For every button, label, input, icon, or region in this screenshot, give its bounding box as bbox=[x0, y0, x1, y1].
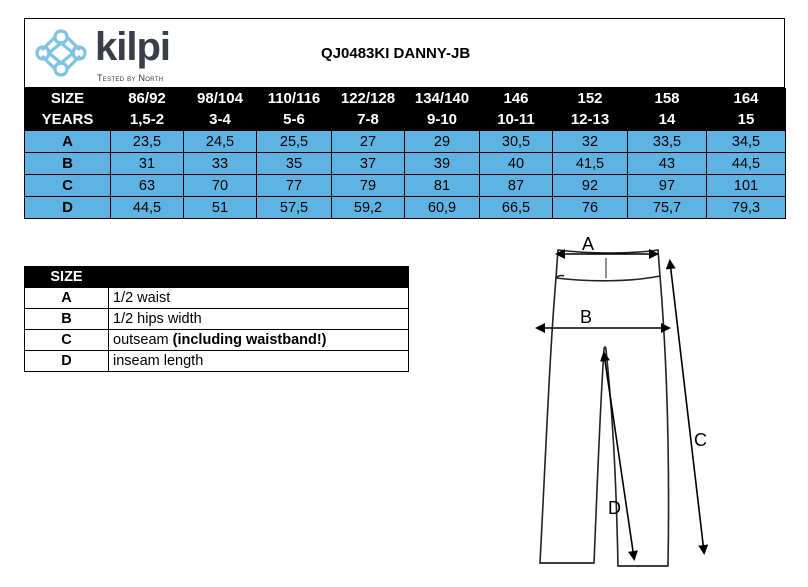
legend-table bbox=[24, 266, 409, 372]
celtic-knot-icon bbox=[29, 23, 93, 83]
measurement-value-cell: 60,9 bbox=[405, 197, 480, 219]
measurement-value-cell: 97 bbox=[628, 175, 707, 197]
measurement-value-cell: 29 bbox=[405, 131, 480, 153]
size-header-cell: 164 bbox=[707, 89, 786, 110]
measurement-value-cell: 43 bbox=[628, 153, 707, 175]
kilpi-logo bbox=[29, 23, 199, 85]
legend-description bbox=[109, 288, 409, 309]
measure-b-label: B bbox=[580, 307, 593, 327]
measurement-label-cell: B bbox=[25, 153, 111, 175]
measurement-row bbox=[25, 175, 786, 197]
measure-d-label: D bbox=[608, 498, 621, 518]
size-table bbox=[24, 88, 786, 219]
measurement-value-cell: 51 bbox=[184, 197, 257, 219]
measurement-value-cell: 32 bbox=[553, 131, 628, 153]
legend-code: C bbox=[25, 330, 109, 351]
measurement-value-cell: 81 bbox=[405, 175, 480, 197]
size-header-cell: 86/92 bbox=[111, 89, 184, 110]
measurement-row bbox=[25, 153, 786, 175]
header-box bbox=[24, 18, 785, 88]
measurement-value-cell: 101 bbox=[707, 175, 786, 197]
legend-row bbox=[25, 351, 409, 372]
size-header-cell: 9-10 bbox=[405, 110, 480, 131]
measurement-value-cell: 40 bbox=[480, 153, 553, 175]
measurement-label-cell: D bbox=[25, 197, 111, 219]
measurement-value-cell: 79 bbox=[332, 175, 405, 197]
measurement-value-cell: 34,5 bbox=[707, 131, 786, 153]
size-header-cell: 10-11 bbox=[480, 110, 553, 131]
legend-code: A bbox=[25, 288, 109, 309]
measurement-value-cell: 75,7 bbox=[628, 197, 707, 219]
legend-description-text: inseam length bbox=[113, 353, 204, 369]
legend-header-cell: SIZE bbox=[25, 267, 109, 288]
measure-d-arrow bbox=[604, 354, 634, 558]
size-header-cell: 98/104 bbox=[184, 89, 257, 110]
legend-code: B bbox=[25, 309, 109, 330]
legend-code: D bbox=[25, 351, 109, 372]
size-header-cell: 14 bbox=[628, 110, 707, 131]
size-header-cell: 5-6 bbox=[257, 110, 332, 131]
legend-description bbox=[109, 330, 409, 351]
size-header-cell: 158 bbox=[628, 89, 707, 110]
measurement-value-cell: 33,5 bbox=[628, 131, 707, 153]
measurement-value-cell: 92 bbox=[553, 175, 628, 197]
size-header-cell: 7-8 bbox=[332, 110, 405, 131]
product-code: QJ0483KI DANNY-JB bbox=[321, 45, 471, 62]
size-header-cell: 15 bbox=[707, 110, 786, 131]
measurement-value-cell: 23,5 bbox=[111, 131, 184, 153]
measurement-value-cell: 37 bbox=[332, 153, 405, 175]
legend-description bbox=[109, 351, 409, 372]
measurement-value-cell: 70 bbox=[184, 175, 257, 197]
size-header-cell: 146 bbox=[480, 89, 553, 110]
measurement-value-cell: 39 bbox=[405, 153, 480, 175]
logo-wordmark: kilpi bbox=[95, 25, 171, 69]
measurement-value-cell: 24,5 bbox=[184, 131, 257, 153]
size-header-row bbox=[25, 89, 786, 110]
size-header-cell: 152 bbox=[553, 89, 628, 110]
header-label-cell: YEARS bbox=[25, 110, 111, 131]
legend-description-text: outseam bbox=[113, 332, 173, 348]
size-header-cell: 122/128 bbox=[332, 89, 405, 110]
logo-tagline: Tested by North bbox=[97, 73, 164, 83]
size-header-cell: 134/140 bbox=[405, 89, 480, 110]
measurement-value-cell: 44,5 bbox=[707, 153, 786, 175]
legend-description-text: 1/2 waist bbox=[113, 290, 171, 306]
measurement-value-cell: 57,5 bbox=[257, 197, 332, 219]
measurement-value-cell: 87 bbox=[480, 175, 553, 197]
header-label-cell: SIZE bbox=[25, 89, 111, 110]
measurement-value-cell: 44,5 bbox=[111, 197, 184, 219]
trousers-outline bbox=[540, 250, 669, 566]
measurement-value-cell: 76 bbox=[553, 197, 628, 219]
measurement-value-cell: 79,3 bbox=[707, 197, 786, 219]
measurement-value-cell: 66,5 bbox=[480, 197, 553, 219]
legend-row bbox=[25, 288, 409, 309]
measurement-label-cell: A bbox=[25, 131, 111, 153]
measurement-value-cell: 25,5 bbox=[257, 131, 332, 153]
size-header-cell: 1,5-2 bbox=[111, 110, 184, 131]
legend-row bbox=[25, 309, 409, 330]
measurement-label-cell: C bbox=[25, 175, 111, 197]
legend-description bbox=[109, 309, 409, 330]
measurement-value-cell: 30,5 bbox=[480, 131, 553, 153]
measurement-value-cell: 35 bbox=[257, 153, 332, 175]
size-header-cell: 110/116 bbox=[257, 89, 332, 110]
measurement-value-cell: 63 bbox=[111, 175, 184, 197]
legend-header-row bbox=[25, 267, 409, 288]
measurement-value-cell: 59,2 bbox=[332, 197, 405, 219]
measurement-value-cell: 33 bbox=[184, 153, 257, 175]
size-header-cell: 3-4 bbox=[184, 110, 257, 131]
measure-a-label: A bbox=[582, 234, 595, 254]
trousers-diagram bbox=[520, 228, 808, 587]
measure-c-arrow bbox=[670, 262, 704, 552]
legend-description-text: 1/2 hips width bbox=[113, 311, 202, 327]
measurement-row bbox=[25, 131, 786, 153]
measurement-value-cell: 77 bbox=[257, 175, 332, 197]
measurement-value-cell: 41,5 bbox=[553, 153, 628, 175]
legend-description-note: (including waistband!) bbox=[172, 332, 327, 348]
measurement-value-cell: 27 bbox=[332, 131, 405, 153]
legend-header-blank bbox=[109, 267, 409, 288]
size-header-cell: 12-13 bbox=[553, 110, 628, 131]
legend-row bbox=[25, 330, 409, 351]
measurement-value-cell: 31 bbox=[111, 153, 184, 175]
size-header-row bbox=[25, 110, 786, 131]
measurement-row bbox=[25, 197, 786, 219]
measure-c-label: C bbox=[694, 430, 707, 450]
